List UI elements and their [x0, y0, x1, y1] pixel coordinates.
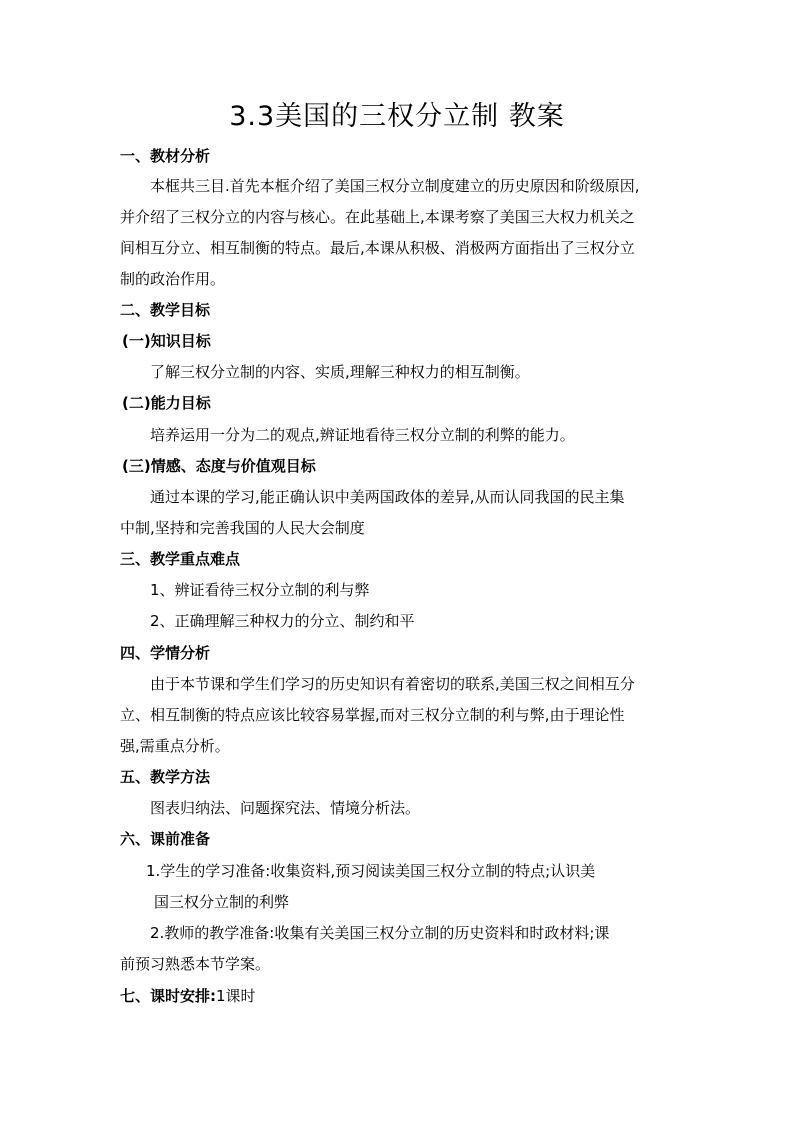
paragraph-line: 立、相互制衡的特点应该比较容易掌握,而对三权分立制的利与弊,由于理论性	[120, 706, 625, 724]
paragraph-line: 中制,坚持和完善我国的人民大会制度	[120, 519, 365, 537]
section-heading-student-analysis: 四、学情分析	[120, 644, 211, 662]
subheading-knowledge: (一)知识目标	[122, 332, 211, 350]
paragraph-line: 图表归纳法、问题探究法、情境分析法。	[150, 799, 421, 817]
section-heading-schedule: 七、课时安排:	[120, 987, 216, 1005]
section-heading-materials: 一、教材分析	[120, 147, 211, 165]
list-item-continuation: 前预习熟悉本节学案。	[120, 955, 271, 973]
class-hours-row	[120, 985, 256, 1007]
section-heading-key-points: 三、教学重点难点	[120, 550, 241, 568]
paragraph-line: 制的政治作用。	[120, 270, 226, 288]
class-hours-value: 1课时	[216, 987, 256, 1005]
list-item: 1、辨证看待三权分立制的利与弊	[150, 581, 370, 599]
list-item-continuation: 国三权分立制的利弊	[154, 893, 290, 911]
list-item: 2.教师的教学准备:收集有关美国三权分立制的历史资料和时政材料;课	[150, 924, 610, 942]
paragraph-line: 本框共三目.首先本框介绍了美国三权分立制度建立的历史原因和阶级原因,	[150, 177, 640, 195]
subheading-values: (三)情感、态度与价值观目标	[122, 457, 316, 475]
paragraph-line: 了解三权分立制的内容、实质,理解三种权力的相互制衡。	[150, 363, 530, 381]
paragraph-line: 由于本节课和学生们学习的历史知识有着密切的联系,美国三权之间相互分	[150, 675, 635, 693]
section-heading-goals: 二、教学目标	[120, 301, 211, 319]
subheading-ability: (二)能力目标	[122, 394, 211, 412]
list-item: 1.学生的学习准备:收集资料,预习阅读美国三权分立制的特点;认识美	[146, 862, 596, 880]
paragraph-line: 强,需重点分析。	[120, 737, 230, 755]
paragraph-line: 间相互分立、相互制衡的特点。最后,本课从积极、消极两方面指出了三权分立	[120, 239, 635, 257]
paragraph-line: 培养运用一分为二的观点,辨证地看待三权分立制的利弊的能力。	[150, 426, 575, 444]
section-heading-methods: 五、教学方法	[120, 768, 211, 786]
document-title: 3.3美国的三权分立制 教案	[229, 101, 565, 132]
list-item: 2、正确理解三种权力的分立、制约和平	[150, 612, 415, 630]
paragraph-line: 并介绍了三权分立的内容与核心。在此基础上,本课考察了美国三大权力机关之	[120, 208, 635, 226]
paragraph-line: 通过本课的学习,能正确认识中美两国政体的差异,从而认同我国的民主集	[150, 488, 625, 506]
section-heading-preparation: 六、课前准备	[120, 830, 211, 848]
